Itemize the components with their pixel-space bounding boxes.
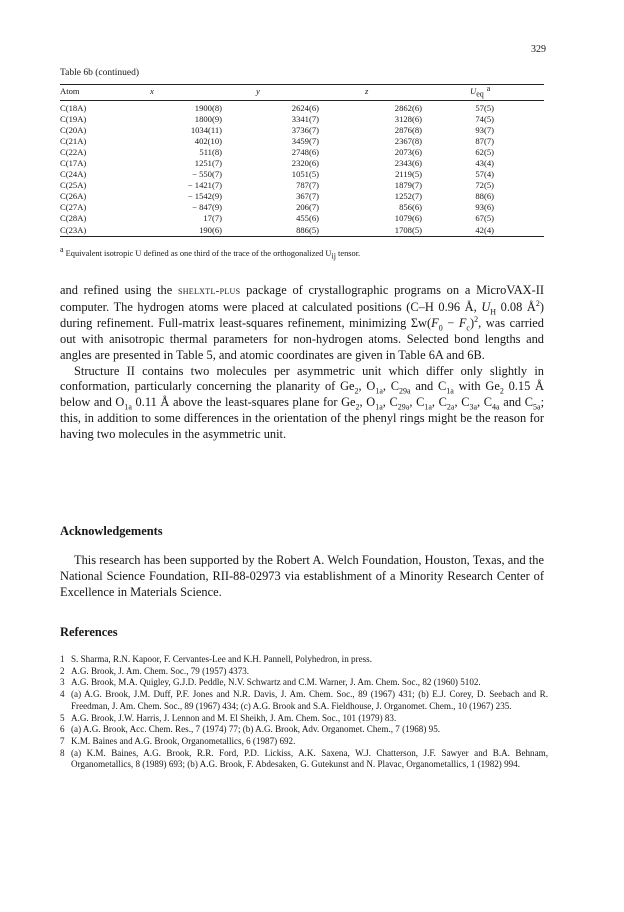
reference-text: (a) A.G. Brook, J.M. Duff, P.F. Jones and N.R. Davis, J. Am. Chem. Soc., 89 (1967) 431; (b) E.J. Corey, D. Seebach and R. Freedman, J. Am. Chem. Soc., 89 (1967) 434; (c) A.G. Brook and S.A. Fieldhouse, J. Organomet. Chem., 10 (1967) 235. xyxy=(71,689,548,711)
reference-item xyxy=(60,748,548,771)
cell-atom: C(21A) xyxy=(60,136,87,147)
reference-item xyxy=(60,666,548,678)
table-row xyxy=(60,202,544,213)
table-row xyxy=(60,225,544,237)
cell-y: 2748(6) xyxy=(291,147,319,158)
cell-z: 2876(8) xyxy=(394,125,422,136)
cell-z: 2862(6) xyxy=(394,103,422,113)
table-row xyxy=(60,169,544,180)
cell-x: 190(6) xyxy=(199,224,222,235)
cell-atom: C(19A) xyxy=(60,114,87,125)
acknowledgements-heading: Acknowledgements xyxy=(60,524,163,538)
cell-z: 3128(6) xyxy=(394,114,422,125)
cell-y: 886(5) xyxy=(296,224,319,235)
acknowledgements-text: This research has been supported by the Robert A. Welch Foundation, Houston, Texas, and the National Science Foundation, RII-88-02973 via establishment of a Minority Research Center of Excellence in Materials Science. xyxy=(60,553,544,599)
cell-y: 455(6) xyxy=(296,213,319,224)
cell-ueq: 74(5) xyxy=(475,114,494,125)
reference-number: 5 xyxy=(60,712,65,723)
reference-number: 1 xyxy=(60,654,65,664)
reference-text: A.G. Brook, J.W. Harris, J. Lennon and M. El Sheikh, J. Am. Chem. Soc., 101 (1979) 83. xyxy=(71,712,397,723)
reference-number: 3 xyxy=(60,677,65,688)
cell-y: 3459(7) xyxy=(291,136,319,147)
cell-x: − 1421(7) xyxy=(187,180,222,191)
page-number: 329 xyxy=(531,44,546,55)
paragraph-structure: Structure II contains two molecules per asymmetric unit which differ only slightly in conformation, particularly concerning the planarity of $Ge_2$, $O_{1a}$, $C_{29a}$ and $C_{1a}$ with $Ge_2$ 0.15 Å below and $O_{1a}$ 0.11 Å above the least-squares plane for $Ge_2$, $O_{1a}$, $C_{29a}$, $C_{1a}$, $C_{2a}$, $C_{3a}$, $C_{4a}$ and $C_{5a}$; this, in addition to some differences in the orientation of the phenyl rings might be the reason for having two molecules in the asymmetric unit. xyxy=(60,363,545,442)
reference-item xyxy=(60,654,548,666)
table-row xyxy=(60,114,544,125)
cell-y: 2320(6) xyxy=(291,158,319,169)
reference-item xyxy=(60,713,548,725)
reference-text: A.G. Brook, J. Am. Chem. Soc., 79 (1957) 4373. xyxy=(71,665,250,676)
cell-y: 1051(5) xyxy=(291,169,319,180)
cell-atom: C(20A) xyxy=(60,125,87,136)
reference-item xyxy=(60,736,548,748)
header-y: y xyxy=(256,86,260,97)
atomic-coordinates-table xyxy=(60,84,544,237)
cell-x: 1900(8) xyxy=(194,103,222,113)
cell-ueq: 57(4) xyxy=(475,169,494,180)
table-row xyxy=(60,191,544,202)
table-header-row xyxy=(60,85,544,101)
reference-number: 2 xyxy=(60,665,65,676)
cell-z: 1708(5) xyxy=(394,224,422,235)
cell-y: 3736(7) xyxy=(291,125,319,136)
reference-item xyxy=(60,724,548,736)
table-footnote: $^a$ Equivalent isotropic U defined as one third of the trace of the orthogonalized $U_{ij}$ tensor. xyxy=(60,245,361,261)
reference-list xyxy=(60,654,548,771)
cell-z: 856(6) xyxy=(399,202,422,213)
cell-x: − 847(9) xyxy=(192,202,222,213)
references-heading: References xyxy=(60,625,118,639)
cell-x: 511(8) xyxy=(199,147,222,158)
cell-x: 17(7) xyxy=(203,213,222,224)
cell-ueq: 67(5) xyxy=(475,213,494,224)
reference-number: 4 xyxy=(60,689,65,700)
table-row xyxy=(60,101,544,115)
header-ueq: $U_{eq}^a$ xyxy=(470,83,491,100)
cell-atom: C(24A) xyxy=(60,169,87,180)
cell-ueq: 57(5) xyxy=(475,103,494,113)
cell-atom: C(17A) xyxy=(60,158,87,169)
cell-ueq: 62(5) xyxy=(475,147,494,158)
reference-item xyxy=(60,677,548,689)
cell-y: 787(7) xyxy=(296,180,319,191)
cell-x: 1034(11) xyxy=(190,125,222,136)
cell-atom: C(25A) xyxy=(60,180,87,191)
paragraph-refinement: and refined using the shelxtl-plus package of crystallographic programs on a MicroVAX-II computer. The hydrogen atoms were placed at calculated positions (C–H 0.96 Å, $U_H$ 0.08 $Å^2$) during refinement. Full-matrix least-squares refinement, minimizing $\Sigma w(F_0 - F_c)^2$, was carried out with anisotropic thermal parameters for non-hydrogen atoms. Selected bond lengths and angles are presented in Table 5, and atomic coordinates are given in Table 6A and 6B. Structure II contains two molecules per asymmetric unit which differ only slightly in conformation, particularly concerning the planarity of $Ge_2$, $O_{1a}$, $C_{29a}$ and $C_{1a}$ with $Ge_2$ 0.15 Å below and $O_{1a}$ 0.11 Å above the least-squares plane for $Ge_2$, $O_{1a}$, $C_{29a}$, $C_{1a}$, $C_{2a}$, $C_{3a}$, $C_{4a}$ and $C_{5a}$; this, in addition to some differences in the orientation of the phenyl rings might be the reason for having two molecules in the asymmetric unit. xyxy=(60,283,545,442)
table-row xyxy=(60,213,544,224)
header-atom: Atom xyxy=(60,86,80,97)
cell-ueq: 93(7) xyxy=(475,125,494,136)
cell-atom: C(28A) xyxy=(60,213,87,224)
cell-y: 206(7) xyxy=(296,202,319,213)
cell-atom: C(23A) xyxy=(60,224,87,235)
cell-z: 2343(6) xyxy=(394,158,422,169)
table-row xyxy=(60,136,544,147)
cell-atom: C(22A) xyxy=(60,147,87,158)
reference-text: (a) A.G. Brook, Acc. Chem. Res., 7 (1974) 77; (b) A.G. Brook, Adv. Organomet. Chem., 7 (1968) 95. xyxy=(71,724,441,735)
cell-z: 1879(7) xyxy=(394,180,422,191)
cell-atom: C(18A) xyxy=(60,103,87,113)
cell-x: 402(10) xyxy=(194,136,222,147)
table-row xyxy=(60,125,544,136)
cell-ueq: 93(6) xyxy=(475,202,494,213)
reference-text: S. Sharma, R.N. Kapoor, F. Cervantes-Lee and K.H. Pannell, Polyhedron, in press. xyxy=(71,654,372,664)
reference-number: 8 xyxy=(60,747,65,758)
cell-ueq: 72(5) xyxy=(475,180,494,191)
reference-number: 7 xyxy=(60,735,65,746)
cell-x: − 550(7) xyxy=(192,169,222,180)
cell-atom: C(26A) xyxy=(60,191,87,202)
header-z: z xyxy=(365,86,369,97)
cell-ueq: 87(7) xyxy=(475,136,494,147)
table-row xyxy=(60,180,544,191)
cell-x: − 1542(9) xyxy=(187,191,222,202)
reference-text: K.M. Baines and A.G. Brook, Organometallics, 6 (1987) 692. xyxy=(71,735,296,746)
cell-y: 3341(7) xyxy=(291,114,319,125)
reference-text: (a) K.M. Baines, A.G. Brook, R.R. Ford, P.D. Lickiss, A.K. Saxena, W.J. Chatterson, J.F. Sawyer and B.A. Behnam, Organometallics, 8 (1989) 693; (b) A.G. Brook, F. Abdesaken, G. Gutekunst and N. Plavac, Organometallics, 1 (1982) 994. xyxy=(71,747,548,770)
cell-z: 1079(6) xyxy=(394,213,422,224)
cell-z: 2073(6) xyxy=(394,147,422,158)
cell-x: 1800(9) xyxy=(194,114,222,125)
cell-x: 1251(7) xyxy=(194,158,222,169)
cell-y: 367(7) xyxy=(296,191,319,202)
cell-atom: C(27A) xyxy=(60,202,87,213)
table-caption: Table 6b (continued) xyxy=(60,68,140,78)
table-row xyxy=(60,158,544,169)
reference-number: 6 xyxy=(60,724,65,735)
cell-z: 2119(5) xyxy=(395,169,422,180)
table-row xyxy=(60,147,544,158)
cell-z: 1252(7) xyxy=(394,191,422,202)
cell-z: 2367(8) xyxy=(394,136,422,147)
cell-ueq: 43(4) xyxy=(475,158,494,169)
cell-y: 2624(6) xyxy=(291,103,319,113)
reference-text: A.G. Brook, M.A. Quigley, G.J.D. Peddle, N.V. Schwartz and C.M. Warner, J. Am. Chem. Soc., 82 (1960) 5102. xyxy=(71,677,481,688)
reference-item xyxy=(60,689,548,712)
cell-ueq: 88(6) xyxy=(475,191,494,202)
header-x: x xyxy=(150,86,154,97)
cell-ueq: 42(4) xyxy=(475,224,494,235)
